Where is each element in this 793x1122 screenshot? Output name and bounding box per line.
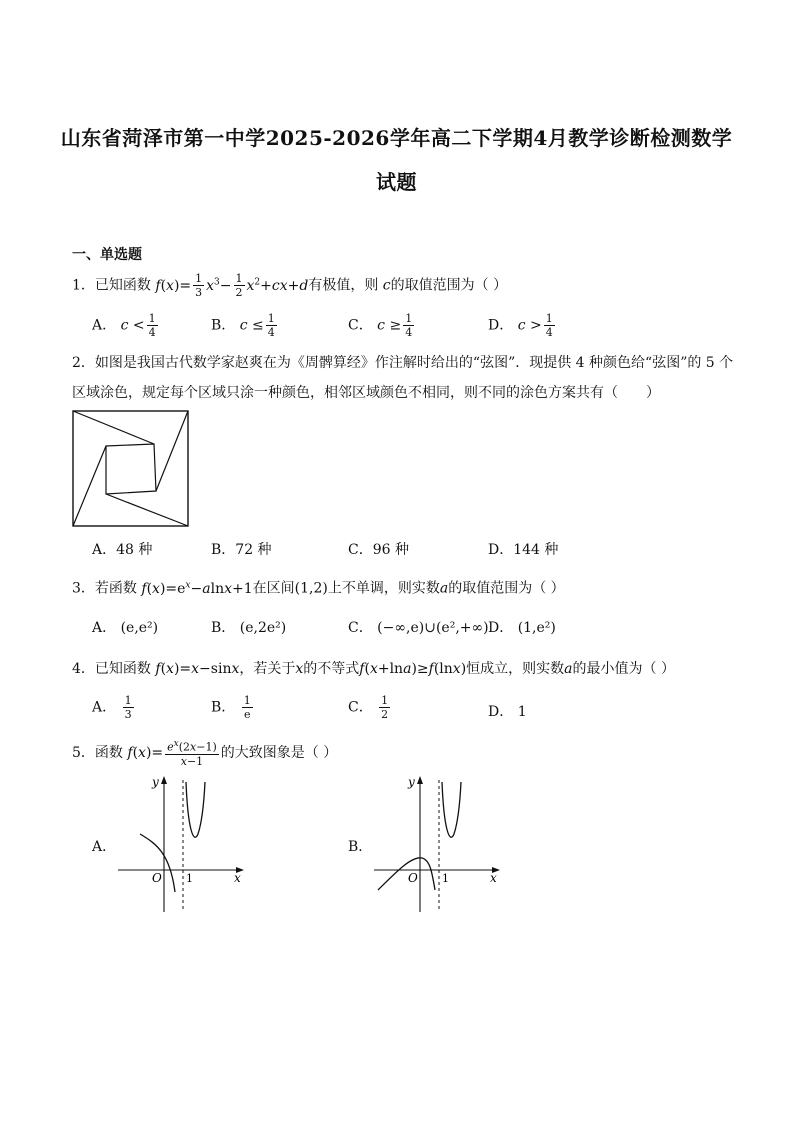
variable: a xyxy=(564,661,573,677)
option-a[interactable]: A． xyxy=(92,839,117,855)
option-label: A． xyxy=(92,620,117,636)
option-label: B． xyxy=(211,542,236,558)
fraction-denominator: 4 xyxy=(545,326,553,339)
page-title-line2: 试题 xyxy=(376,170,417,194)
question-text-line2: 区域涂色，规定每个区域只涂一种颜色，相邻区域颜色不相同，则不同的涂色方案共有（ ） xyxy=(72,385,660,401)
question-text: 的大致图象是（ ） xyxy=(220,744,338,761)
option-label: A． xyxy=(92,699,117,716)
option-text: (e,e²) xyxy=(120,620,159,636)
question-2 xyxy=(72,348,732,408)
option-text: 144 种 xyxy=(513,542,559,558)
graph-a xyxy=(112,772,252,914)
tick-label-1: 1 xyxy=(186,872,193,885)
interval: (1,2) xyxy=(294,580,328,597)
question-text: 的最小值为（ ） xyxy=(572,661,675,677)
question-number: 1． xyxy=(72,277,95,294)
option-label: D． xyxy=(488,620,514,636)
relation: ≤ xyxy=(252,317,264,334)
question-text: 的取值范围为（ ） xyxy=(448,580,565,597)
question-text: 已知函数 xyxy=(94,277,151,294)
fraction-denominator: 3 xyxy=(124,708,132,721)
option-a[interactable] xyxy=(92,617,158,637)
question-text: 有极值，则 xyxy=(308,277,379,294)
tick-label-1: 1 xyxy=(442,872,449,885)
question-3 xyxy=(72,575,565,599)
variable: x xyxy=(295,661,304,677)
option-label: D． xyxy=(488,317,514,334)
formula-f: f(x)= $\frac{e^x(2x-1)}{x-1}$ xyxy=(127,739,217,768)
relation: > xyxy=(529,317,542,334)
fraction-numerator: 1 xyxy=(243,694,251,707)
origin-label: O xyxy=(152,871,162,885)
option-c[interactable] xyxy=(348,617,489,637)
option-text: 1 xyxy=(517,704,527,720)
option-a[interactable] xyxy=(92,539,152,559)
question-text: 函数 xyxy=(94,744,123,761)
option-label: A． xyxy=(92,542,117,558)
option-label: B． xyxy=(211,317,236,334)
xian-figure xyxy=(72,410,190,528)
fraction-denominator: e xyxy=(243,708,251,721)
question-5 xyxy=(72,738,337,768)
option-label: C． xyxy=(348,542,373,558)
fraction-denominator: 4 xyxy=(405,326,413,339)
page-title: 山东省菏泽市第一中学2025-2026学年高二下学期4月教学诊断检测数学 xyxy=(60,126,733,150)
question-text: 恒成立，则实数 xyxy=(466,661,565,677)
option-text: (1,e²) xyxy=(517,620,556,636)
option-d[interactable] xyxy=(488,701,527,721)
relation: ≥ xyxy=(389,317,402,334)
x-axis-label: x xyxy=(490,871,497,885)
option-a[interactable] xyxy=(92,694,136,721)
option-label: C． xyxy=(348,699,373,716)
option-b[interactable]: B． c ≤ $\frac{1}{4}$ xyxy=(211,312,275,339)
x-axis-label: x xyxy=(234,871,241,885)
question-1 xyxy=(72,272,507,299)
fraction-numerator: 1 xyxy=(124,694,132,707)
option-c[interactable] xyxy=(348,694,392,721)
question-text: 在区间 xyxy=(252,580,295,597)
section-heading: 一、单选题 xyxy=(72,247,142,263)
option-label: A． xyxy=(92,317,117,334)
option-c[interactable]: C． c ≥ $\frac{1}{4}$ xyxy=(348,312,413,339)
question-number: 4． xyxy=(72,661,95,677)
fraction-numerator: 1 xyxy=(381,694,389,707)
question-number: 2． xyxy=(72,355,95,371)
formula-f: $f(x)=e^x-alnx+1$ xyxy=(141,580,253,597)
origin-label: O xyxy=(408,871,418,885)
variable: a xyxy=(439,580,449,597)
fraction-denominator: 4 xyxy=(267,326,275,339)
relation: < xyxy=(132,317,145,334)
variable: c xyxy=(382,277,391,294)
question-4 xyxy=(72,659,675,679)
option-text: 48 种 xyxy=(116,542,153,558)
option-text: 72 种 xyxy=(235,542,272,558)
formula-f: f(x)=x−sinx xyxy=(155,661,240,677)
option-label: C． xyxy=(348,317,373,334)
fraction-numerator: 1 xyxy=(148,312,156,325)
fraction-numerator: 1 xyxy=(545,312,553,325)
option-c[interactable] xyxy=(348,539,409,559)
option-label: D． xyxy=(488,542,514,558)
option-text: (e,2e²) xyxy=(239,620,287,636)
option-b[interactable] xyxy=(211,694,255,721)
option-a[interactable]: A． c < $\frac{1}{4}$ xyxy=(92,312,156,339)
option-b[interactable]: B． xyxy=(348,839,373,855)
y-axis-label: y xyxy=(408,775,415,789)
question-number: 5． xyxy=(72,744,95,761)
fraction-denominator: 2 xyxy=(381,708,389,721)
option-label: D． xyxy=(488,704,514,720)
option-d[interactable] xyxy=(488,617,556,637)
option-label: C． xyxy=(348,620,373,636)
fraction-numerator: 1 xyxy=(405,312,413,325)
option-b[interactable] xyxy=(211,539,272,559)
option-label: B． xyxy=(211,699,236,716)
option-d[interactable]: D． c > $\frac{1}{4}$ xyxy=(488,312,553,339)
question-text: 若函数 xyxy=(94,580,137,597)
question-text: 已知函数 xyxy=(94,661,151,677)
option-d[interactable] xyxy=(488,539,558,559)
question-text: 的不等式 xyxy=(303,661,360,677)
fraction-numerator: 1 xyxy=(267,312,275,325)
question-text: ，若关于 xyxy=(239,661,296,677)
option-text: (−∞,e)∪(e²,+∞) xyxy=(377,620,489,636)
question-text: 上不单调，则实数 xyxy=(327,580,440,597)
graph-b xyxy=(368,772,508,914)
question-text: 的取值范围为（ ） xyxy=(390,277,508,294)
option-b[interactable] xyxy=(211,617,286,637)
formula-f: f(x)= $\frac{1}{3}$ $x^3-$ $\frac{1}{2}$ $x^2+cx+d$ xyxy=(155,272,309,300)
formula-inequality: f(x+lna)≥f(lnx) xyxy=(359,661,467,677)
question-number: 3． xyxy=(72,580,95,597)
fraction-denominator: 4 xyxy=(148,326,156,339)
option-text: 96 种 xyxy=(372,542,409,558)
question-text: 如图是我国古代数学家赵爽在为《周髀算经》作注解时给出的“弦图”．现提供 4 种颜色给“弦图”的 5 个 xyxy=(94,355,734,371)
option-label: B． xyxy=(211,620,236,636)
y-axis-label: y xyxy=(152,775,159,789)
